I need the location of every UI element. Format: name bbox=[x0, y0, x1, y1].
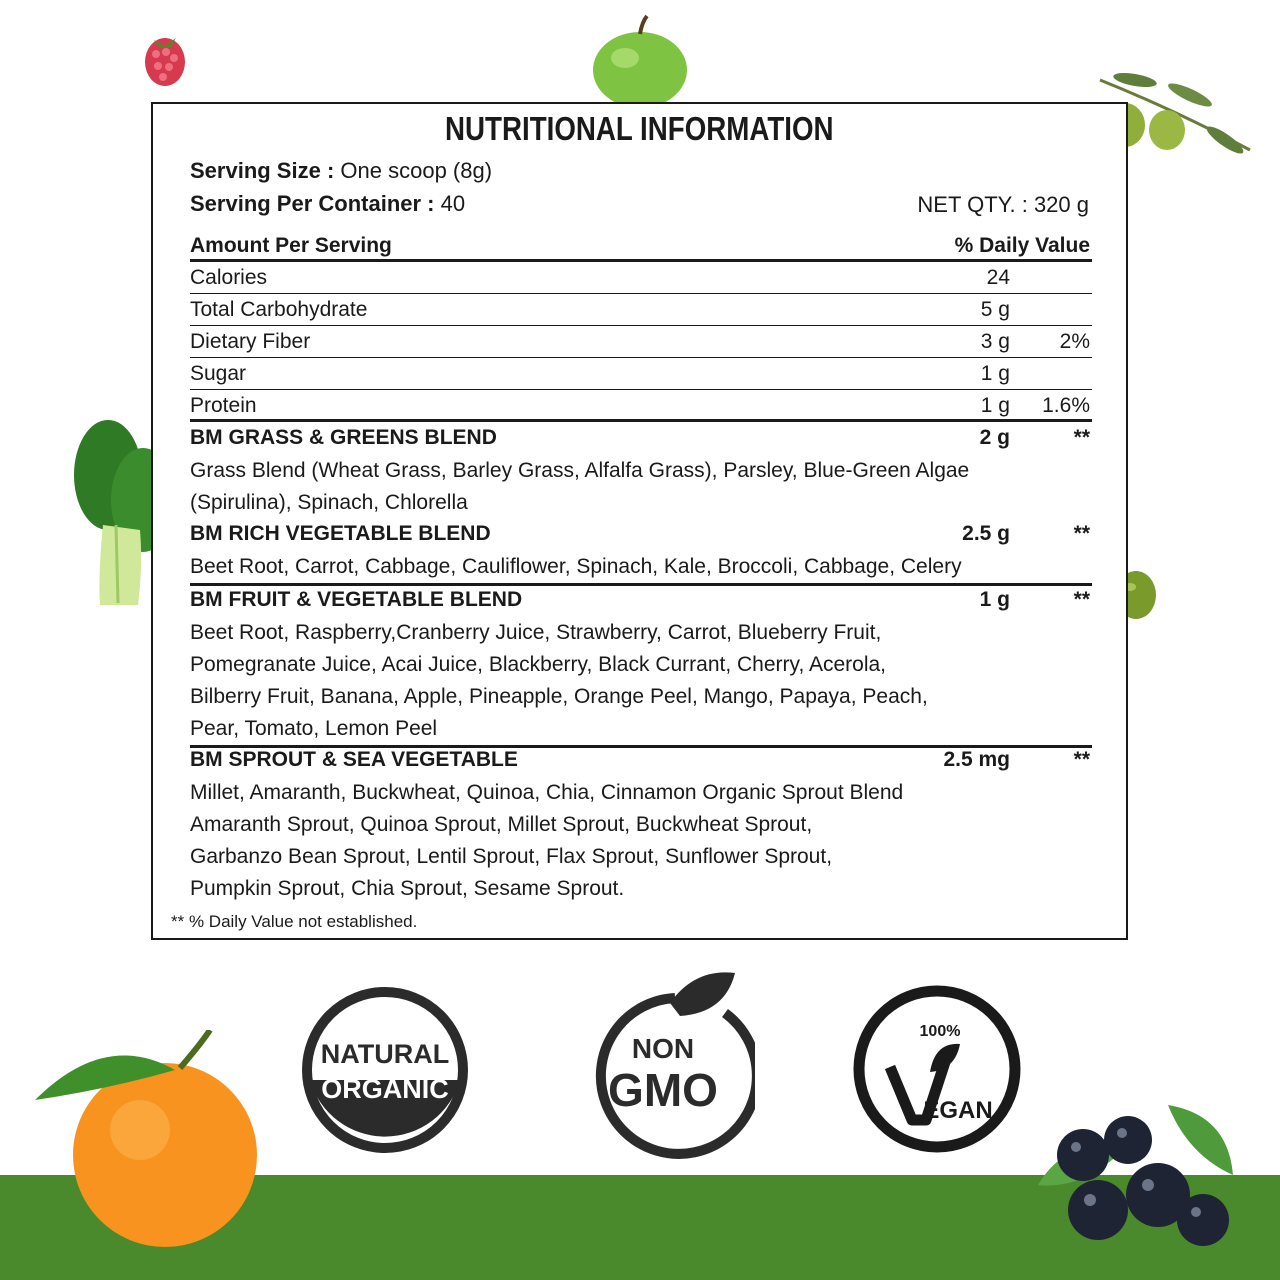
header-amount-per-serving: Amount Per Serving bbox=[190, 234, 392, 257]
nutrient-row-dietary-fiber: Dietary Fiber 3 g 2% bbox=[190, 327, 1092, 358]
nutrient-row-carbohydrate: Total Carbohydrate 5 g bbox=[190, 295, 1092, 326]
servings-per-container bbox=[190, 191, 465, 217]
nutrient-row-sugar: Sugar 1 g bbox=[190, 359, 1092, 390]
badge-non-text: NON bbox=[631, 1033, 695, 1064]
serving-size-label: Serving Size : bbox=[190, 158, 335, 183]
blend-ingredients-sprout-sea-vegetable: Millet, Amaranth, Buckwheat, Quinoa, Chia, Cinnamon Organic Sprout Blend Amaranth Sprout, Quinoa Sprout, Millet Sprout, Buckwheat Sprout, Garbanzo Bean Sprout, Lentil Sprout, Flax Sprout, Sunflower Sprout, Pumpkin Sprout, Chia Sprout, Sesame Sprout. bbox=[190, 781, 904, 900]
blend-row-grass-greens: BM GRASS & GREENS BLEND 2 g ** bbox=[190, 426, 1090, 449]
serving-size bbox=[190, 158, 492, 184]
serving-size-value: One scoop (8g) bbox=[340, 158, 493, 183]
blackcurrants-image bbox=[1028, 1095, 1238, 1270]
natural-organic-badge bbox=[300, 985, 470, 1155]
servings-per-container-value: 40 bbox=[440, 191, 466, 216]
orange-image bbox=[25, 1030, 265, 1250]
badge-organic-text: ORGANIC bbox=[321, 1074, 449, 1104]
blend-ingredients-grass-greens: Grass Blend (Wheat Grass, Barley Grass, Alfalfa Grass), Parsley, Blue-Green Algae (Spirulina), Spinach, Chlorella bbox=[190, 459, 970, 514]
non-gmo-badge bbox=[575, 968, 755, 1168]
panel-title: NUTRITIONAL INFORMATION bbox=[445, 110, 834, 147]
badge-100-percent-text: 100% bbox=[919, 1023, 961, 1040]
badge-natural-text: NATURAL bbox=[320, 1039, 450, 1069]
blend-ingredients-rich-vegetable: Beet Root, Carrot, Cabbage, Cauliflower, Spinach, Kale, Broccoli, Cabbage, Celery bbox=[190, 551, 1092, 586]
nutrition-facts-panel bbox=[151, 102, 1128, 940]
nutrient-row-protein: Protein 1 g 1.6% bbox=[190, 391, 1092, 422]
daily-value-footnote: ** % Daily Value not established. bbox=[171, 912, 418, 931]
header-daily-value: % Daily Value bbox=[954, 234, 1090, 257]
badge-gmo-text: GMO bbox=[608, 1064, 718, 1116]
blend-ingredients-fruit-vegetable: Beet Root, Raspberry,Cranberry Juice, Strawberry, Carrot, Blueberry Fruit, Pomegranate Juice, Acai Juice, Blackberry, Black Currant, Cherry, Acerola, Bilberry Fruit, Banana, Apple, Pineapple, Orange Peel, Mango, Papaya, Peach, Pear, Tomato, Lemon Peel bbox=[190, 617, 1092, 748]
badge-vegan-text: EGAN bbox=[923, 1097, 993, 1124]
servings-per-container-label: Serving Per Container : bbox=[190, 191, 435, 216]
blend-row-sprout-sea-vegetable: BM SPROUT & SEA VEGETABLE 2.5 mg ** bbox=[190, 748, 1090, 771]
net-quantity: NET QTY. : 320 g bbox=[917, 192, 1089, 217]
blend-row-fruit-vegetable: BM FRUIT & VEGETABLE BLEND 1 g ** bbox=[190, 588, 1090, 611]
leaf-icon bbox=[670, 972, 735, 1016]
vegan-badge bbox=[850, 982, 1025, 1157]
table-header bbox=[190, 231, 1092, 262]
nutrient-row-calories: Calories 24 bbox=[190, 263, 1092, 294]
raspberry-image bbox=[140, 26, 190, 88]
green-apple-image bbox=[585, 14, 695, 109]
blend-row-rich-vegetable: BM RICH VEGETABLE BLEND 2.5 g ** bbox=[190, 522, 1090, 545]
